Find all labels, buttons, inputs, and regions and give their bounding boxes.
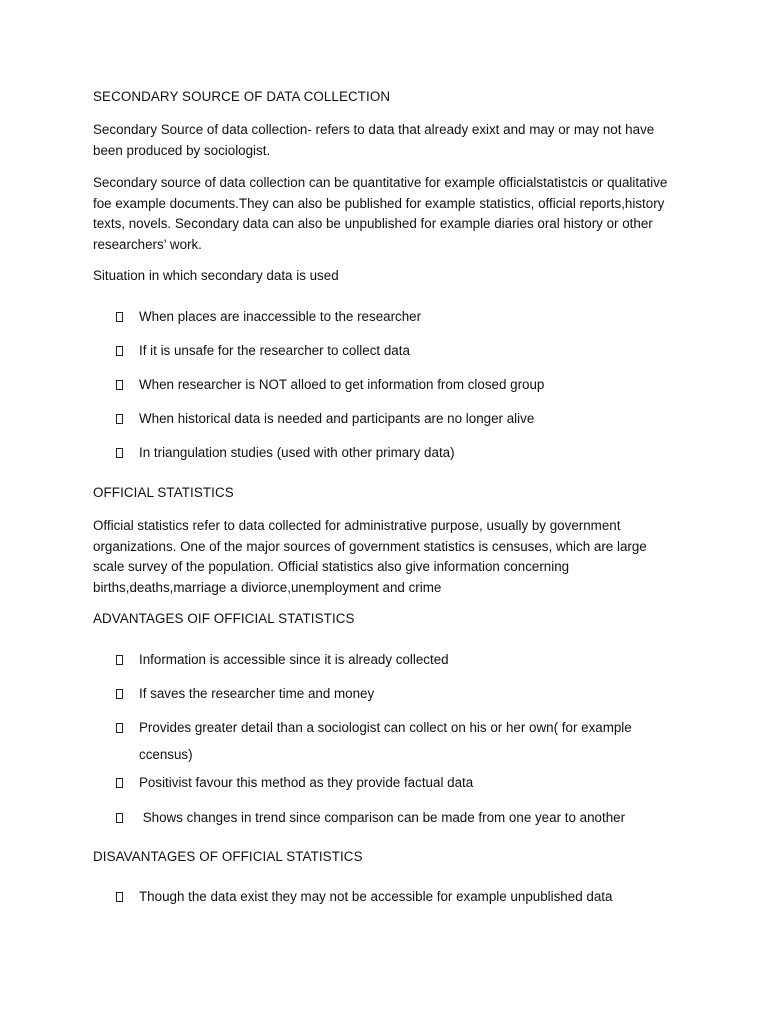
definition-paragraph: Secondary Source of data collection- refers to data that already exixt and may or may not have been produced by sociologist. [93, 122, 655, 158]
disadvantages-heading: DISAVANTAGES OF OFFICIAL STATISTICS [93, 849, 363, 864]
advantage-item: Information is accessible since it is already collected [139, 652, 449, 667]
bullet-icon [116, 813, 123, 823]
situation-item: If it is unsafe for the researcher to collect data [139, 343, 410, 358]
bullet-icon [116, 689, 123, 699]
official-heading: OFFICIAL STATISTICS [93, 485, 234, 500]
advantage-item-continuation: ccensus) [139, 747, 193, 762]
advantage-item: Provides greater detail than a sociologist can collect on his or her own( for example [139, 720, 632, 735]
advantage-item: Shows changes in trend since comparison can be made from one year to another [139, 810, 626, 825]
bullet-icon [116, 448, 123, 458]
bullet-icon [116, 312, 123, 322]
bullet-icon [116, 346, 123, 356]
advantages-heading: ADVANTAGES OIF OFFICIAL STATISTICS [93, 611, 355, 626]
situation-item: When places are inaccessible to the researcher [139, 309, 422, 324]
advantage-item: Positivist favour this method as they provide factual data [139, 775, 474, 790]
official-paragraph: Official statistics refer to data collected for administrative purpose, usually by government organizations. One of the major sources of government statistics is censuses, which are large scale survey of the population. Official statistics also give information concerning births,deaths,marriage a diviorce,unemployment and crime [93, 518, 647, 595]
situation-item: When researcher is NOT alloed to get information from closed group [139, 377, 545, 392]
situation-item: In triangulation studies (used with other primary data) [139, 445, 455, 460]
situation-item: When historical data is needed and participants are no longer alive [139, 411, 535, 426]
situation-intro: Situation in which secondary data is used [93, 268, 339, 283]
bullet-icon [116, 892, 123, 902]
bullet-icon [116, 414, 123, 424]
main-heading: SECONDARY SOURCE OF DATA COLLECTION [93, 89, 391, 104]
bullet-icon [116, 380, 123, 390]
advantage-item: If saves the researcher time and money [139, 686, 375, 701]
bullet-icon [116, 723, 123, 733]
bullet-icon [116, 655, 123, 665]
disadvantage-item: Though the data exist they may not be accessible for example unpublished data [139, 889, 613, 904]
bullet-icon [116, 778, 123, 788]
types-paragraph: Secondary source of data collection can be quantitative for example officialstatistcis or qualitative foe example documents.They can also be published for example statistics, official reports,history texts, novels. Secondary data can also be unpublished for example diaries oral history or other researchers’ work. [93, 175, 668, 252]
